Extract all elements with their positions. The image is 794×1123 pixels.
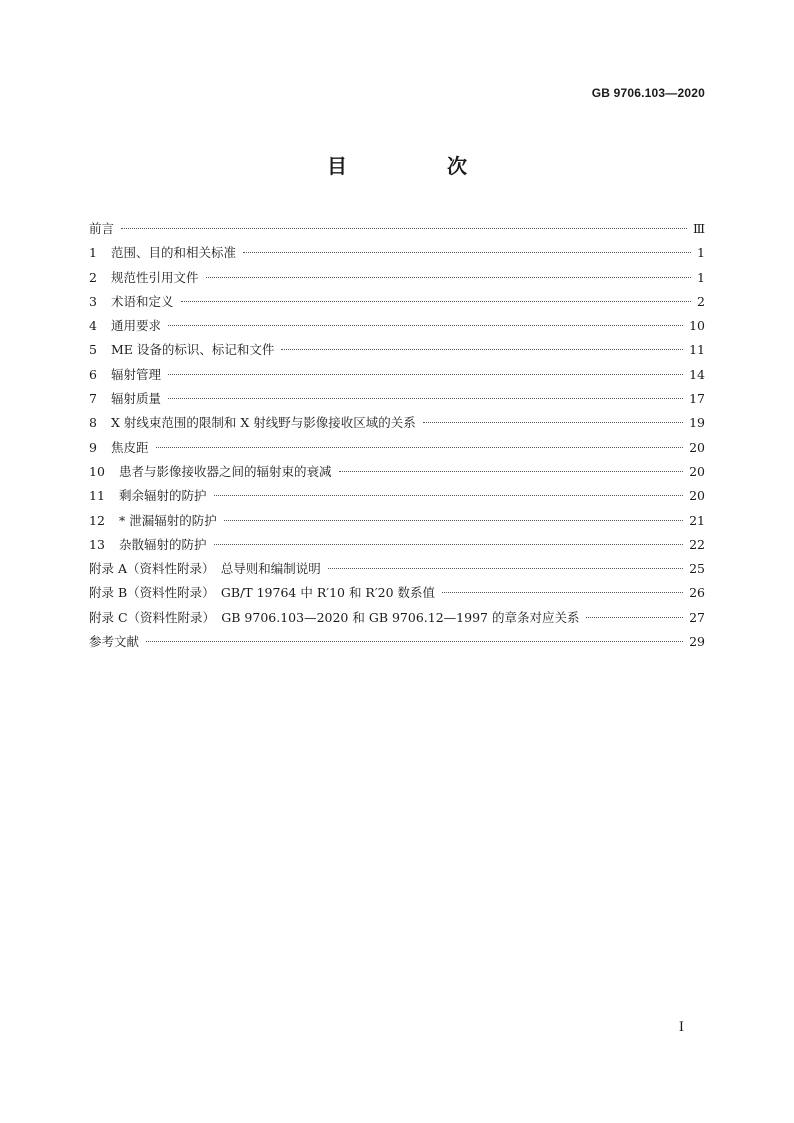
toc-entry-title: 患者与影像接收器之间的辐射束的衰减 xyxy=(119,463,332,479)
toc-entry-label xyxy=(89,266,202,290)
toc-entry-label xyxy=(89,484,210,508)
toc-entry-label xyxy=(89,509,220,533)
toc-entry-page: 2 xyxy=(697,293,705,309)
toc-entry-number: 11 xyxy=(89,488,105,504)
toc-entry-title: 规范性引用文件 xyxy=(111,269,199,285)
toc-entry-title: ME 设备的标识、标记和文件 xyxy=(111,342,275,358)
toc-entry[interactable] xyxy=(89,630,705,654)
toc-entry-page: Ⅲ xyxy=(692,221,705,236)
toc-entry-page: 27 xyxy=(689,609,705,625)
toc-entry[interactable] xyxy=(89,436,705,460)
toc-entry-label xyxy=(89,314,164,338)
toc-entry[interactable] xyxy=(89,266,705,290)
toc-leader-dots xyxy=(586,617,683,618)
toc-entry-page: 10 xyxy=(689,318,705,334)
toc-entry[interactable] xyxy=(89,460,705,484)
toc-entry-title: 附录 A（资料性附录） 总导则和编制说明 xyxy=(89,561,321,577)
toc-entry-page: 1 xyxy=(697,269,705,285)
toc-leader-dots xyxy=(243,252,691,253)
toc-entry-label xyxy=(89,606,582,630)
toc-entry-label xyxy=(89,387,164,411)
toc-leader-dots xyxy=(281,349,683,350)
toc-leader-dots xyxy=(146,641,683,642)
toc-entry-label xyxy=(89,581,438,605)
toc-entry[interactable] xyxy=(89,581,705,605)
toc-entry[interactable] xyxy=(89,363,705,387)
toc-leader-dots xyxy=(224,520,683,521)
toc-entry-label xyxy=(89,241,239,265)
toc-entry-label xyxy=(89,411,419,435)
toc-entry-title: * 泄漏辐射的防护 xyxy=(119,512,217,528)
toc-entry-label xyxy=(89,338,277,362)
toc-leader-dots xyxy=(168,398,683,399)
toc-leader-dots xyxy=(339,471,684,472)
toc-entry[interactable] xyxy=(89,484,705,508)
toc-entry-page: 19 xyxy=(689,415,705,431)
toc-entry-page: 22 xyxy=(689,536,705,552)
toc-entry-label xyxy=(89,363,164,387)
toc-leader-dots xyxy=(168,374,683,375)
toc-entry-title: 通用要求 xyxy=(111,318,162,334)
toc-entry[interactable] xyxy=(89,314,705,338)
toc-leader-dots xyxy=(328,568,683,569)
toc-entry-page: 20 xyxy=(689,439,705,455)
toc-entry-page: 11 xyxy=(689,342,705,358)
toc-leader-dots xyxy=(214,495,684,496)
toc-entry-label xyxy=(89,533,210,557)
toc-leader-dots xyxy=(442,592,683,593)
toc-entry-number: 3 xyxy=(89,293,97,309)
toc-entry-title: 辐射管理 xyxy=(111,366,162,382)
toc-entry-label xyxy=(89,557,324,581)
toc-leader-dots xyxy=(121,228,687,229)
toc-entry-number: 6 xyxy=(89,366,97,382)
toc-leader-dots xyxy=(168,325,683,326)
toc-entry[interactable] xyxy=(89,509,705,533)
toc-entry[interactable] xyxy=(89,411,705,435)
toc-entry-page: 14 xyxy=(689,366,705,382)
toc-entry-number: 2 xyxy=(89,269,97,285)
toc-leader-dots xyxy=(181,301,692,302)
toc-entry-title: 参考文献 xyxy=(89,634,140,650)
toc-entry-title: 附录 C（资料性附录） GB 9706.103—2020 和 GB 9706.12—1997 的章条对应关系 xyxy=(89,609,580,625)
toc-entry-title: 附录 B（资料性附录） GB/T 19764 中 R′10 和 R′20 数系值 xyxy=(89,585,436,601)
toc-entry-number: 13 xyxy=(89,536,105,552)
toc-entry-number: 5 xyxy=(89,342,97,358)
toc-leader-dots xyxy=(423,422,683,423)
toc-entry[interactable] xyxy=(89,338,705,362)
toc-entry-label xyxy=(89,630,142,654)
toc-leader-dots xyxy=(206,277,692,278)
toc-entry-page: 21 xyxy=(689,512,705,528)
toc-entry-title: 焦皮距 xyxy=(111,439,149,455)
toc-entry-number: 10 xyxy=(89,463,105,479)
toc-entry-number: 4 xyxy=(89,318,97,334)
toc-entry[interactable] xyxy=(89,217,705,241)
toc-entry-label xyxy=(89,460,335,484)
toc-entry-label xyxy=(89,290,177,314)
toc-entry-number: 1 xyxy=(89,245,97,261)
toc-entry-page: 26 xyxy=(689,585,705,601)
toc-entry-title: 前言 xyxy=(89,221,115,236)
toc-entry-title: X 射线束范围的限制和 X 射线野与影像接收区域的关系 xyxy=(111,415,416,431)
toc-entry-number: 8 xyxy=(89,415,97,431)
toc-entry-page: 20 xyxy=(689,463,705,479)
toc-entry-number: 12 xyxy=(89,512,105,528)
toc-leader-dots xyxy=(214,544,684,545)
toc-entry[interactable] xyxy=(89,241,705,265)
toc-entry[interactable] xyxy=(89,606,705,630)
toc-entry-page: 17 xyxy=(689,391,705,407)
toc-entry-page: 20 xyxy=(689,488,705,504)
toc-entry-page: 25 xyxy=(689,561,705,577)
toc-entry-title: 术语和定义 xyxy=(111,293,174,309)
standard-code: GB 9706.103—2020 xyxy=(591,86,705,100)
page-title: 目 次 xyxy=(327,154,507,178)
toc-entry[interactable] xyxy=(89,533,705,557)
toc-entry-number: 9 xyxy=(89,439,97,455)
toc-entry-number: 7 xyxy=(89,391,97,407)
toc-entry-page: 29 xyxy=(689,634,705,650)
toc-entry-label xyxy=(89,436,152,460)
toc-leader-dots xyxy=(156,447,684,448)
table-of-contents xyxy=(89,217,705,654)
toc-entry-title: 辐射质量 xyxy=(111,391,162,407)
toc-entry-page: 1 xyxy=(697,245,705,261)
toc-entry[interactable] xyxy=(89,290,705,314)
toc-entry-title: 剩余辐射的防护 xyxy=(119,488,207,504)
toc-entry-title: 杂散辐射的防护 xyxy=(119,536,207,552)
page-number: I xyxy=(678,1020,684,1035)
toc-entry-title: 范围、目的和相关标准 xyxy=(111,245,237,261)
toc-entry[interactable] xyxy=(89,557,705,581)
toc-entry-label xyxy=(89,217,117,241)
toc-entry[interactable] xyxy=(89,387,705,411)
